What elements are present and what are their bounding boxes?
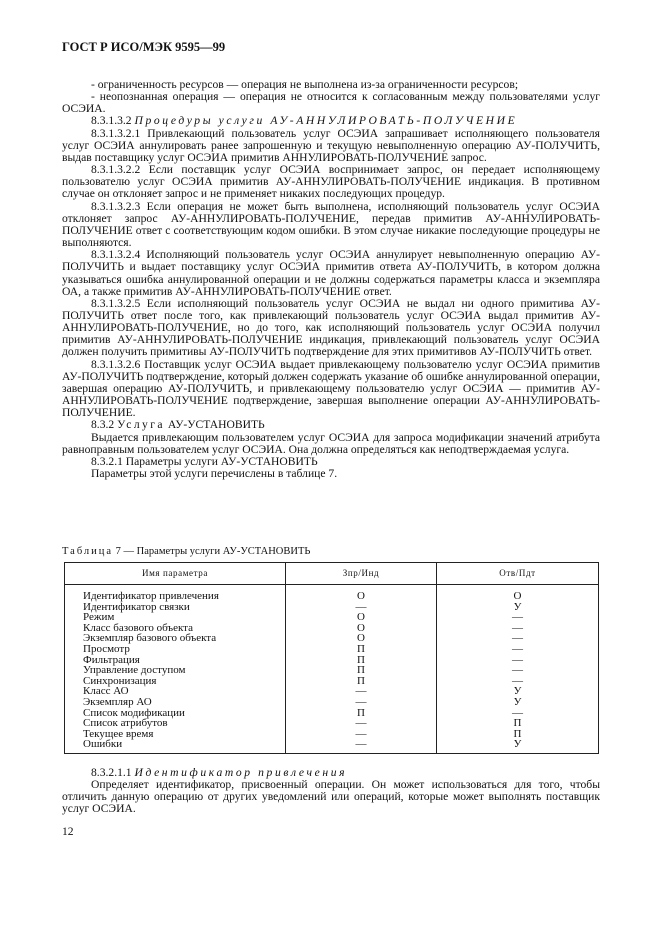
response-confirm-cell: О (437, 585, 599, 602)
response-confirm-cell: П (437, 729, 599, 740)
paragraph: Определяет идентификатор, присвоенный операции. Он может использоваться для того, чтобы отличить данную операцию от других уведомлений или операций, которые может выполнять поставщик услуг ОСЭИА. (62, 778, 600, 816)
paragraph: 8.3.1.3.2.1 Привлекающий пользователь услуг ОСЭИА запрашивает исполняющего пользователя услуг ОСЭИА аннулировать ранее запрошенную и текущую невыполненную операцию АУ-ПОЛУЧИТЬ, выдав поставщику услуг ОСЭИА примитив АННУЛИРОВАТЬ-ПОЛУЧЕНИЕ запрос. (62, 126, 600, 164)
parameter-name: Ошибки (65, 739, 286, 753)
paragraph: 8.3.1.3.2.4 Исполняющий пользователь услуг ОСЭИА аннулирует невыполненную операцию АУ-ПОЛУЧИТЬ и выдает поставщику услуг ОСЭИА примитив ответа АУ-ПОЛУЧИТЬ, в котором должна указываться ошибка аннулированной операции и не должны содержаться параметры класса и экземпляра ОА, а также примитив АУ-АННУЛИРОВАТЬ-ПОЛУЧЕНИЕ ответ. (62, 248, 600, 298)
parameter-name: Синхронизация (65, 676, 286, 687)
response-confirm-cell: У (437, 739, 599, 753)
response-confirm-cell: У (437, 686, 599, 697)
request-indication-cell: О (286, 623, 437, 634)
heading-name: АУ-УСТАНОВИТЬ (167, 418, 265, 432)
parameter-name: Текущее время (65, 729, 286, 740)
parameter-name: Идентификатор привлечения (65, 585, 286, 602)
paragraph: 8.3.1.3.2.3 Если операция не может быть выполнена, исполняющий пользователь услуг ОСЭИА отклоняет запрос АУ-АННУЛИРОВАТЬ-ПОЛУЧЕНИЕ, передав примитив АУ-АННУЛИРОВАТЬ-ПОЛУЧЕНИЕ ответ с соответствующим кодом ошибки. В этом случае никакие последующие процедуры не выполняются. (62, 199, 600, 250)
response-confirm-cell: — (437, 655, 599, 666)
request-indication-cell: О (286, 585, 437, 602)
section-heading (62, 115, 600, 127)
response-confirm-cell: — (437, 623, 599, 634)
parameter-name: Фильтрация (65, 655, 286, 666)
request-indication-cell: П (286, 676, 437, 687)
request-indication-cell: П (286, 644, 437, 655)
parameter-name: Класс АО (65, 686, 286, 697)
request-indication-cell: П (286, 655, 437, 666)
heading-number: 8.3.2 (91, 418, 115, 432)
paragraph: 8.3.2.1 Параметры услуги АУ-УСТАНОВИТЬ (91, 454, 318, 468)
paragraph: Выдается привлекающим пользователем услуг ОСЭИА для запроса модификации значений атрибута равноправным пользователем услуг ОСЭИА. Она должна определяться как неподтверждаемая услуга. (62, 430, 600, 456)
caption-text: 7 — Параметры услуги АУ-УСТАНОВИТЬ (115, 546, 311, 557)
table-row (65, 644, 599, 655)
request-indication-cell: — (286, 602, 437, 613)
parameter-name: Экземпляр АО (65, 697, 286, 708)
response-confirm-cell: — (437, 633, 599, 644)
heading-title: Процедуры услуги АУ-АННУЛИРОВАТЬ-ПОЛУЧЕНИЕ (134, 114, 518, 128)
heading-title: Идентификатор привлечения (134, 766, 348, 779)
table-row (65, 739, 599, 753)
section-8-3-2-1-1 (62, 767, 600, 816)
heading-number: 8.3.1.3.2 (91, 114, 132, 128)
request-indication-cell: П (286, 708, 437, 719)
parameter-name: Класс базового объекта (65, 623, 286, 634)
response-confirm-cell: У (437, 697, 599, 708)
heading-number: 8.3.2.1.1 (91, 766, 132, 779)
page-number: 12 (62, 825, 74, 838)
response-confirm-cell: — (437, 676, 599, 687)
parameter-name: Экземпляр базового объекта (65, 633, 286, 644)
document-header: ГОСТ Р ИСО/МЭК 9595—99 (62, 40, 226, 54)
parameter-name: Просмотр (65, 644, 286, 655)
paragraph: 8.3.1.3.2.5 Если исполняющий пользователь услуг ОСЭИА не выдал ни одного примитива АУ-ПОЛУЧИТЬ ответ после того, как привлекающий пользователь услуг ОСЭИА выдал примитив АУ-АННУЛИРОВАТЬ-ПОЛУЧЕНИЕ, но до того, как исполняющий пользователь услуг ОСЭИА получил примитив АУ-АННУЛИРОВАТЬ-ПОЛУЧЕНИЕ индикация, привлекающий пользователь услуг ОСЭИА должен получить примитивы АУ-ПОЛУЧИТЬ подтверждение для этих примитивов АУ-ПОЛУЧИТЬ ответ. (62, 296, 600, 359)
request-indication-cell: — (286, 697, 437, 708)
parameter-name: Список атрибутов (65, 718, 286, 729)
request-indication-cell: — (286, 718, 437, 729)
request-indication-cell: П (286, 665, 437, 676)
heading-word: Услуга (117, 418, 165, 432)
request-indication-cell: — (286, 686, 437, 697)
document-body (62, 79, 600, 480)
parameters-table (64, 562, 599, 754)
table-caption (62, 546, 310, 557)
response-confirm-cell: П (437, 718, 599, 729)
paragraph: 8.3.1.3.2.6 Поставщик услуг ОСЭИА выдает привлекающему пользователю услуг ОСЭИА примитив АУ-ПОЛУЧИТЬ подтверждение, который должен содержать указание об ошибке аннулированной операции, завершая операцию АУ-ПОЛУЧИТЬ, и привлекающему пользователю услуг ОСЭИА — примитив АУ-АННУЛИРОВАТЬ-ПОЛУЧЕНИЕ подтверждение, завершая выполнение операции АУ-АННУЛИРОВАТЬ-ПОЛУЧЕНИЕ. (62, 357, 600, 420)
parameter-name: Режим (65, 612, 286, 623)
column-header: Имя параметра (65, 563, 286, 585)
column-header: Зпр/Инд (286, 563, 437, 585)
table-header-row (65, 563, 599, 585)
request-indication-cell: — (286, 729, 437, 740)
response-confirm-cell: — (437, 708, 599, 719)
column-header: Отв/Пдт (437, 563, 599, 585)
paragraph: 8.3.1.3.2.2 Если поставщик услуг ОСЭИА воспринимает запрос, он передает исполняющему пользователю услуг ОСЭИА примитив АУ-АННУЛИРОВАТЬ-ПОЛУЧЕНИЕ индикация. В противном случае он отклоняет запрос и не применяет никаких последующих процедур. (62, 163, 600, 201)
table-row (65, 585, 599, 602)
parameter-name: Управление доступом (65, 665, 286, 676)
paragraph: - ограниченность ресурсов — операция не выполнена из-за ограниченности ресурсов; (91, 78, 519, 91)
table-row (65, 697, 599, 708)
response-confirm-cell: У (437, 602, 599, 613)
caption-word: Таблица (62, 546, 114, 557)
section-heading (62, 419, 600, 431)
request-indication-cell: О (286, 612, 437, 623)
parameter-name: Список модификации (65, 708, 286, 719)
request-indication-cell: — (286, 739, 437, 753)
paragraph: - неопознанная операция — операция не относится к согласованным между пользователями услуг ОСЭИА. (62, 90, 600, 116)
response-confirm-cell: — (437, 644, 599, 655)
response-confirm-cell: — (437, 665, 599, 676)
response-confirm-cell: — (437, 612, 599, 623)
request-indication-cell: О (286, 633, 437, 644)
paragraph: Параметры этой услуги перечислены в таблице 7. (91, 467, 338, 480)
parameter-name: Идентификатор связки (65, 602, 286, 613)
